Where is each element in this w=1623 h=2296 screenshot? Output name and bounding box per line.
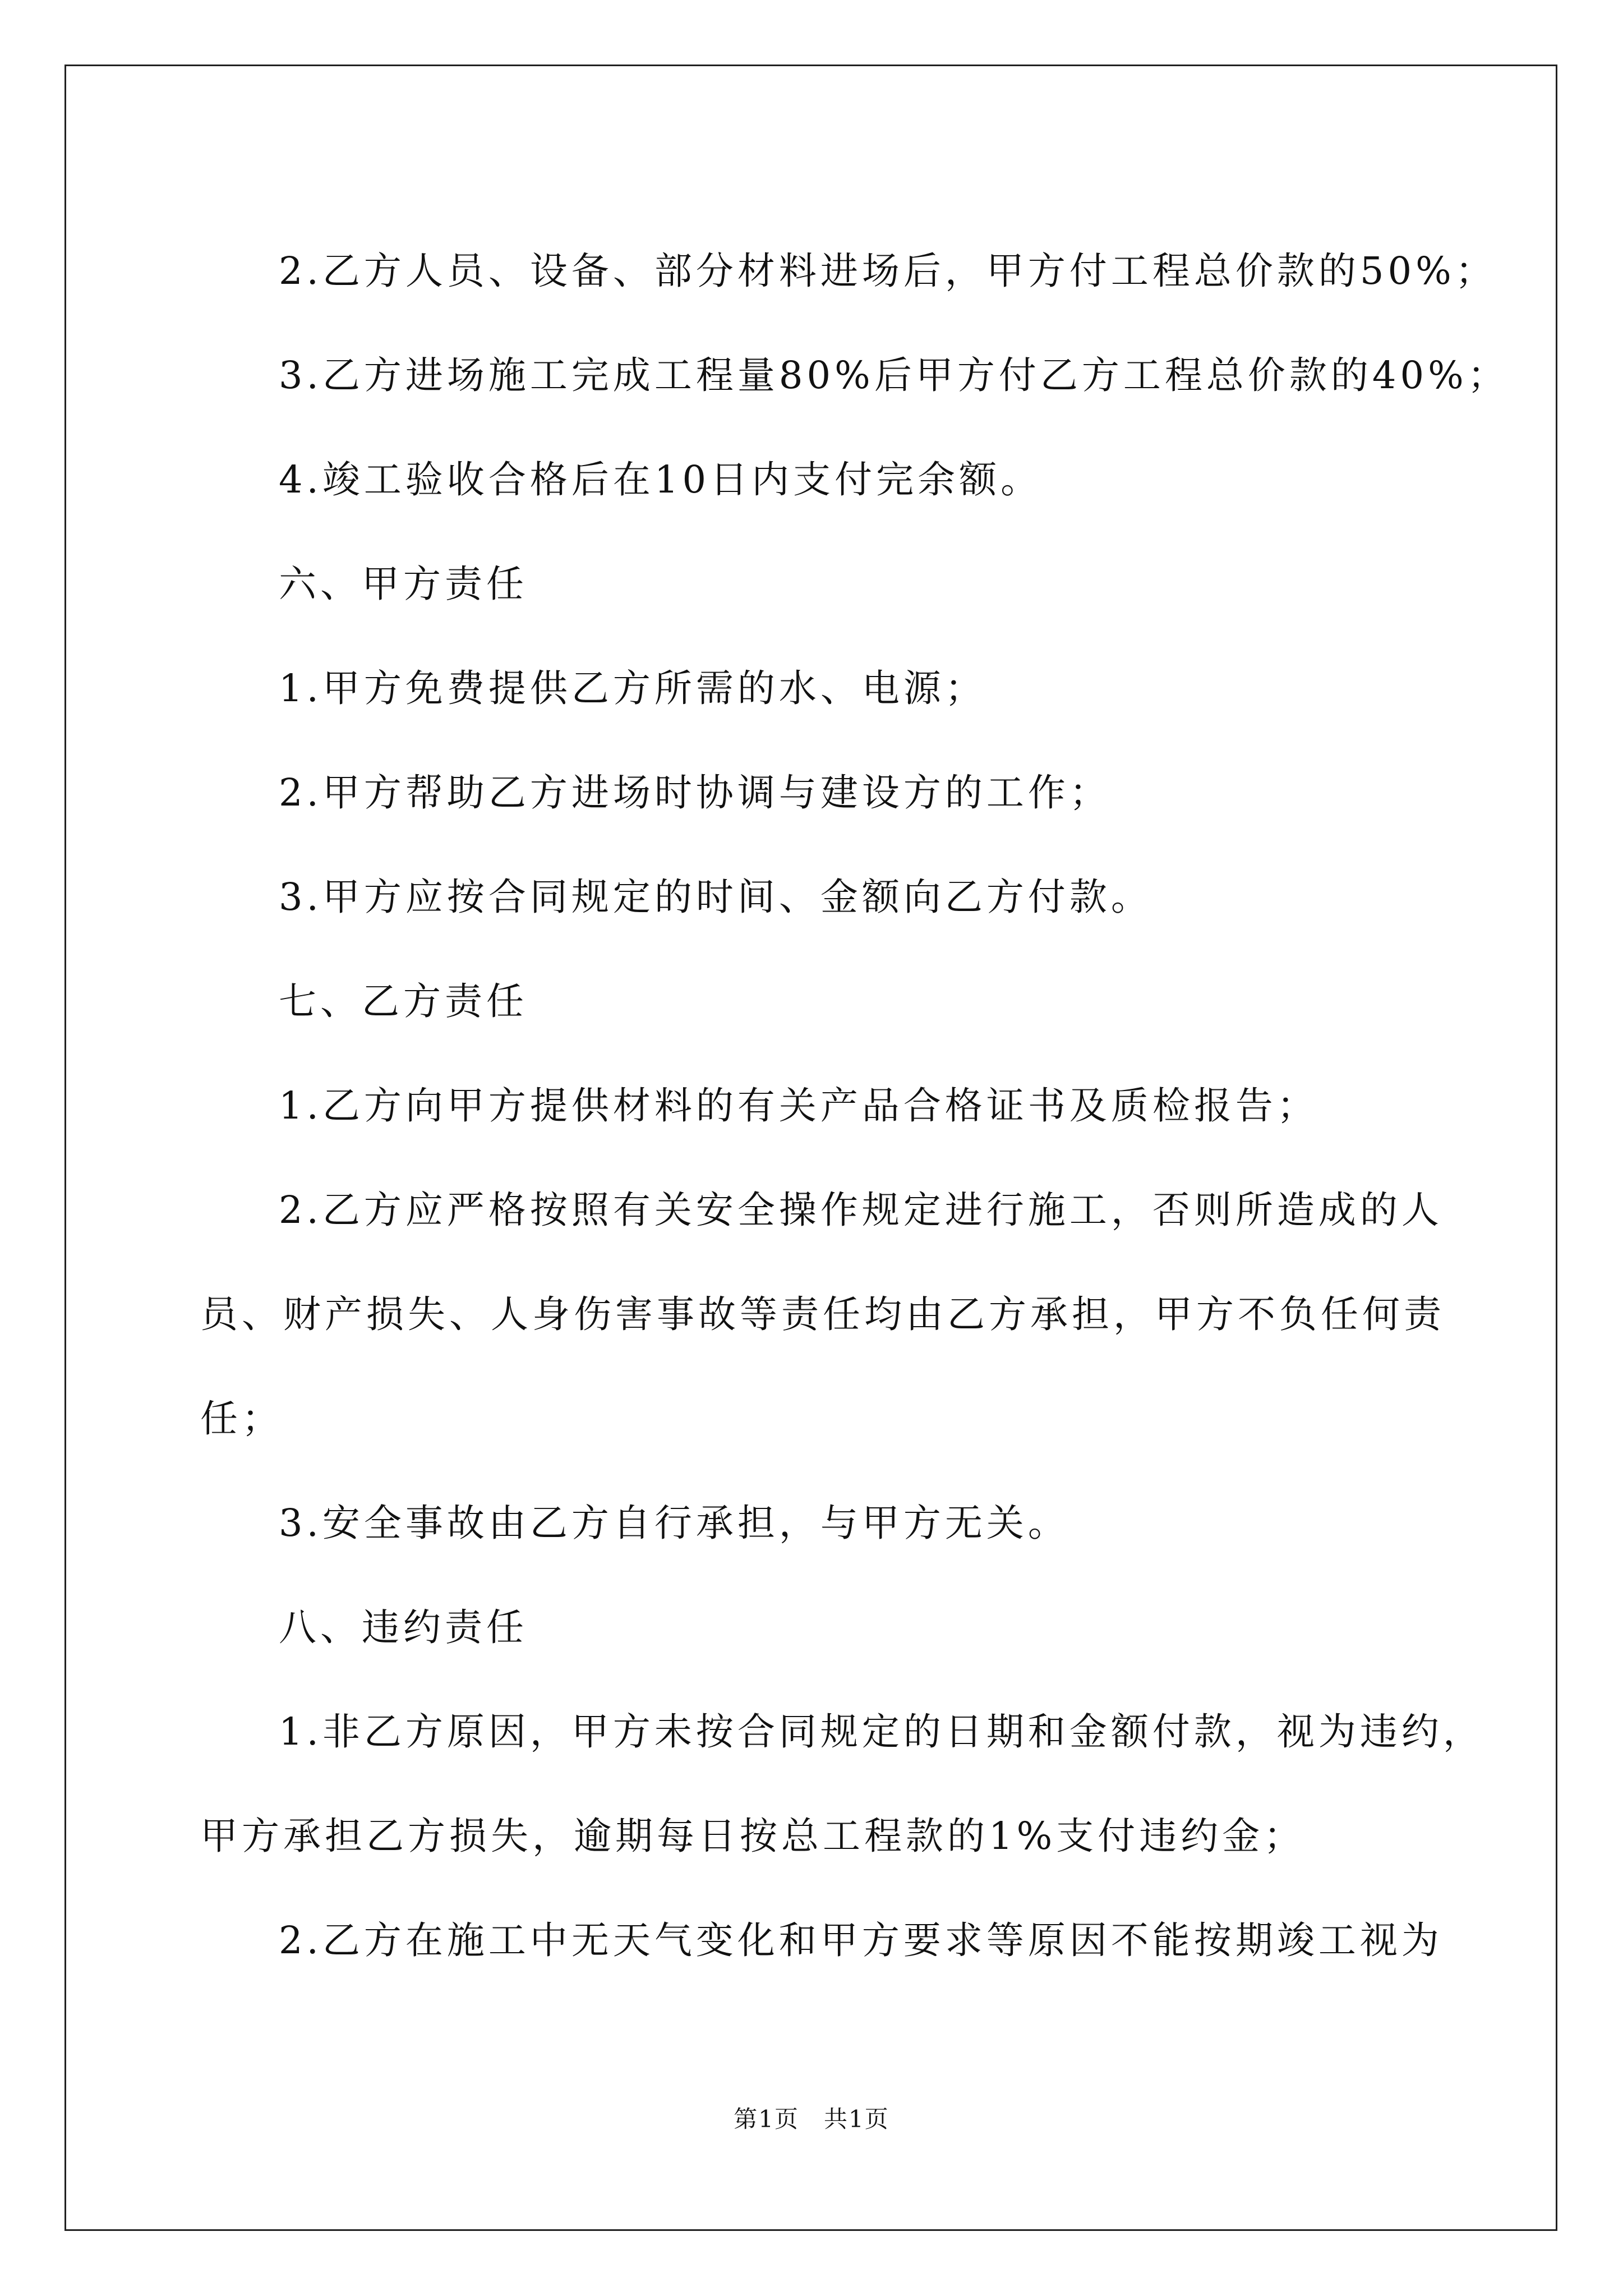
clause-breach-2-line-1: 2.乙方在施工中无天气变化和甲方要求等原因不能按期竣工视为	[279, 1918, 1443, 1962]
clause-party-b-2-line-3: 任；	[200, 1397, 283, 1441]
clause-payment-3: 3.乙方进场施工完成工程量80%后甲方付乙方工程总价款的40%；	[279, 353, 1509, 397]
clause-payment-4: 4.竣工验收合格后在10日内支付完余额。	[279, 458, 1043, 501]
clause-party-a-2: 2.甲方帮助乙方进场时协调与建设方的工作；	[279, 771, 1111, 815]
clause-breach-1-line-1: 1.非乙方原因，甲方未按合同规定的日期和金额付款，视为违约，	[279, 1710, 1484, 1754]
clause-party-a-3: 3.甲方应按合同规定的时间、金额向乙方付款。	[279, 875, 1152, 919]
section-heading-breach: 八、违约责任	[279, 1605, 528, 1649]
clause-party-a-1: 1.甲方免费提供乙方所需的水、电源；	[279, 666, 986, 710]
clause-breach-1-line-2: 甲方承担乙方损失，逾期每日按总工程款的1%支付违约金；	[200, 1814, 1306, 1858]
clause-party-b-2-line-2: 员、财产损失、人身伤害事故等责任均由乙方承担，甲方不负任何责	[200, 1292, 1445, 1336]
document-body	[200, 219, 1509, 1993]
clause-party-b-3: 3.安全事故由乙方自行承担，与甲方无关。	[279, 1501, 1069, 1545]
clause-party-b-2-line-1: 2.乙方应严格按照有关安全操作规定进行施工，否则所造成的人	[279, 1188, 1443, 1232]
section-heading-party-a: 六、甲方责任	[279, 562, 528, 606]
clause-party-b-1: 1.乙方向甲方提供材料的有关产品合格证书及质检报告；	[279, 1084, 1318, 1128]
section-heading-party-b: 七、乙方责任	[279, 979, 528, 1023]
clause-payment-2: 2.乙方人员、设备、部分材料进场后，甲方付工程总价款的50%；	[279, 249, 1497, 293]
page-footer: 第1页 共1页	[734, 2105, 889, 2133]
